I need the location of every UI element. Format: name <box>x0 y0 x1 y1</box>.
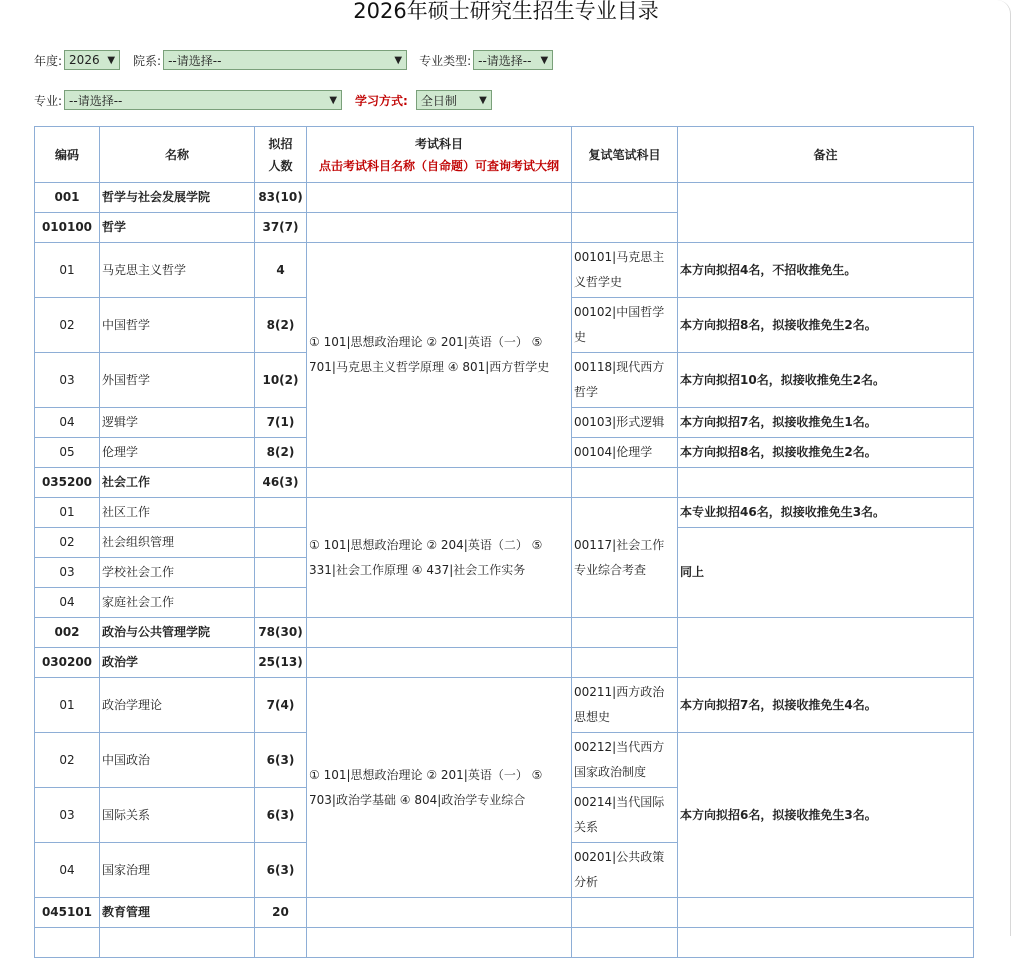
table-row <box>35 243 974 298</box>
dept-select[interactable] <box>163 50 407 70</box>
row-code: 035200 <box>35 468 100 498</box>
row-code: 03 <box>35 558 100 588</box>
table-row <box>35 678 974 733</box>
row-name: 教育管理 <box>100 898 255 928</box>
row-retest: 00212|当代西方国家政治制度 <box>572 733 678 788</box>
header-exam <box>307 127 572 183</box>
row-quota: 8(2) <box>255 438 307 468</box>
row-retest-empty <box>572 648 678 678</box>
exam-subjects-philosophy[interactable]: ① 101|思想政治理论 ② 201|英语（一） ⑤ 701|马克思主义哲学原理 ④ 801|西方哲学史 <box>307 243 572 468</box>
row-code: 02 <box>35 528 100 558</box>
row-name: 哲学 <box>100 213 255 243</box>
exam-subjects-politics[interactable]: ① 101|思想政治理论 ② 201|英语（一） ⑤ 703|政治学基础 ④ 804|政治学专业综合 <box>307 678 572 898</box>
row-quota: 6(3) <box>255 788 307 843</box>
row-note: 本专业拟招46名，拟接收推免生3名。 <box>678 498 974 528</box>
row-quota: 6(3) <box>255 843 307 898</box>
row-cell-empty <box>35 928 100 958</box>
row-retest-empty <box>572 183 678 213</box>
row-note: 本方向拟招4名，不招收推免生。 <box>678 243 974 298</box>
row-note: 本方向拟招7名，拟接收推免生1名。 <box>678 408 974 438</box>
mode-select-value: 全日制 <box>420 93 457 108</box>
row-retest: 00201|公共政策分析 <box>572 843 678 898</box>
row-cell-empty <box>678 928 974 958</box>
row-name: 伦理学 <box>100 438 255 468</box>
row-quota-empty <box>255 588 307 618</box>
row-code: 030200 <box>35 648 100 678</box>
row-retest: 00118|现代西方哲学 <box>572 353 678 408</box>
row-quota: 4 <box>255 243 307 298</box>
row-code: 04 <box>35 408 100 438</box>
header-code: 编码 <box>35 127 100 183</box>
row-code: 02 <box>35 733 100 788</box>
table-row <box>35 898 974 928</box>
row-name: 外国哲学 <box>100 353 255 408</box>
row-retest: 00117|社会工作专业综合考查 <box>572 498 678 618</box>
table-row <box>35 928 974 958</box>
table-row <box>35 618 974 648</box>
row-name: 家庭社会工作 <box>100 588 255 618</box>
row-retest: 00211|西方政治思想史 <box>572 678 678 733</box>
header-name: 名称 <box>100 127 255 183</box>
row-code: 04 <box>35 588 100 618</box>
row-name: 中国哲学 <box>100 298 255 353</box>
chevron-down-icon: ▼ <box>540 54 549 66</box>
row-quota: 78(30) <box>255 618 307 648</box>
row-note-empty <box>678 468 974 498</box>
row-note: 本方向拟招6名，拟接收推免生3名。 <box>678 733 974 898</box>
row-note: 本方向拟招7名，拟接收推免生4名。 <box>678 678 974 733</box>
row-name: 社区工作 <box>100 498 255 528</box>
row-quota: 7(1) <box>255 408 307 438</box>
row-exam-empty <box>307 618 572 648</box>
row-retest: 00104|伦理学 <box>572 438 678 468</box>
row-code: 001 <box>35 183 100 213</box>
table-header-row <box>35 127 974 183</box>
row-code: 02 <box>35 298 100 353</box>
row-quota: 10(2) <box>255 353 307 408</box>
row-name: 政治学理论 <box>100 678 255 733</box>
row-name: 国际关系 <box>100 788 255 843</box>
row-retest-empty <box>572 618 678 648</box>
row-retest-empty <box>572 213 678 243</box>
row-quota: 20 <box>255 898 307 928</box>
row-quota-empty <box>255 558 307 588</box>
dept-select-value: --请选择-- <box>168 53 222 68</box>
catalog-table <box>34 126 974 958</box>
row-code: 03 <box>35 353 100 408</box>
row-name: 社会工作 <box>100 468 255 498</box>
type-label: 专业类型: <box>419 53 472 68</box>
row-quota: 6(3) <box>255 733 307 788</box>
header-retest: 复试笔试科目 <box>572 127 678 183</box>
row-name: 社会组织管理 <box>100 528 255 558</box>
row-code: 05 <box>35 438 100 468</box>
row-code: 045101 <box>35 898 100 928</box>
type-select[interactable] <box>473 50 553 70</box>
row-note-empty <box>678 898 974 928</box>
row-note: 本方向拟招8名，拟接收推免生2名。 <box>678 438 974 468</box>
year-select[interactable] <box>64 50 120 70</box>
row-quota: 25(13) <box>255 648 307 678</box>
row-retest: 00102|中国哲学史 <box>572 298 678 353</box>
exam-subjects-social-work[interactable]: ① 101|思想政治理论 ② 204|英语（二） ⑤ 331|社会工作原理 ④ 437|社会工作实务 <box>307 498 572 618</box>
row-exam-empty <box>307 213 572 243</box>
year-select-value: 2026 <box>69 53 100 67</box>
row-code: 03 <box>35 788 100 843</box>
row-code: 04 <box>35 843 100 898</box>
row-code: 010100 <box>35 213 100 243</box>
row-cell-empty <box>255 928 307 958</box>
row-note: 同上 <box>678 528 974 618</box>
row-code: 01 <box>35 678 100 733</box>
row-note: 本方向拟招8名，拟接收推免生2名。 <box>678 298 974 353</box>
row-cell-empty <box>572 928 678 958</box>
table-row <box>35 468 974 498</box>
row-retest-empty <box>572 898 678 928</box>
header-quota <box>255 127 307 183</box>
row-code: 01 <box>35 243 100 298</box>
row-name: 国家治理 <box>100 843 255 898</box>
row-code: 01 <box>35 498 100 528</box>
row-exam-empty <box>307 898 572 928</box>
header-quota-line1: 拟招 <box>268 136 293 151</box>
row-quota: 83(10) <box>255 183 307 213</box>
row-exam-empty <box>307 648 572 678</box>
row-retest-empty <box>572 468 678 498</box>
header-exam-title: 考试科目 <box>414 136 463 151</box>
row-quota: 7(4) <box>255 678 307 733</box>
filter-row-2 <box>34 88 492 112</box>
row-retest: 00214|当代国际关系 <box>572 788 678 843</box>
row-cell-empty <box>307 928 572 958</box>
row-note: 本方向拟招10名，拟接收推免生2名。 <box>678 353 974 408</box>
major-label: 专业: <box>34 93 63 108</box>
mode-label: 学习方式: <box>355 93 408 108</box>
row-retest: 00103|形式逻辑 <box>572 408 678 438</box>
row-note-empty <box>678 183 974 243</box>
year-label: 年度: <box>34 53 63 68</box>
table-row <box>35 183 974 213</box>
row-name: 中国政治 <box>100 733 255 788</box>
table-row <box>35 498 974 528</box>
row-name: 哲学与社会发展学院 <box>100 183 255 213</box>
major-select-value: --请选择-- <box>69 93 123 108</box>
chevron-down-icon: ▼ <box>329 94 338 106</box>
row-exam-empty <box>307 183 572 213</box>
row-quota: 46(3) <box>255 468 307 498</box>
row-quota-empty <box>255 528 307 558</box>
page-title: 2026年硕士研究生招生专业目录 <box>353 0 659 23</box>
type-select-value: --请选择-- <box>478 53 532 68</box>
chevron-down-icon: ▼ <box>107 54 116 66</box>
row-exam-empty <box>307 468 572 498</box>
header-note: 备注 <box>678 127 974 183</box>
filter-row-1 <box>34 48 553 72</box>
row-name: 政治与公共管理学院 <box>100 618 255 648</box>
chevron-down-icon: ▼ <box>394 54 403 66</box>
row-note-empty <box>678 618 974 678</box>
dept-label: 院系: <box>133 53 162 68</box>
row-name: 逻辑学 <box>100 408 255 438</box>
mode-select[interactable] <box>416 90 492 110</box>
major-select[interactable] <box>64 90 342 110</box>
row-name: 马克思主义哲学 <box>100 243 255 298</box>
row-retest: 00101|马克思主义哲学史 <box>572 243 678 298</box>
row-name: 政治学 <box>100 648 255 678</box>
row-cell-empty <box>100 928 255 958</box>
row-quota-empty <box>255 498 307 528</box>
row-code: 002 <box>35 618 100 648</box>
row-quota: 37(7) <box>255 213 307 243</box>
chevron-down-icon: ▼ <box>479 94 487 106</box>
header-exam-hint: 点击考试科目名称（自命题）可查询考试大纲 <box>318 158 559 173</box>
row-name: 学校社会工作 <box>100 558 255 588</box>
row-quota: 8(2) <box>255 298 307 353</box>
header-quota-line2: 人数 <box>268 158 293 173</box>
